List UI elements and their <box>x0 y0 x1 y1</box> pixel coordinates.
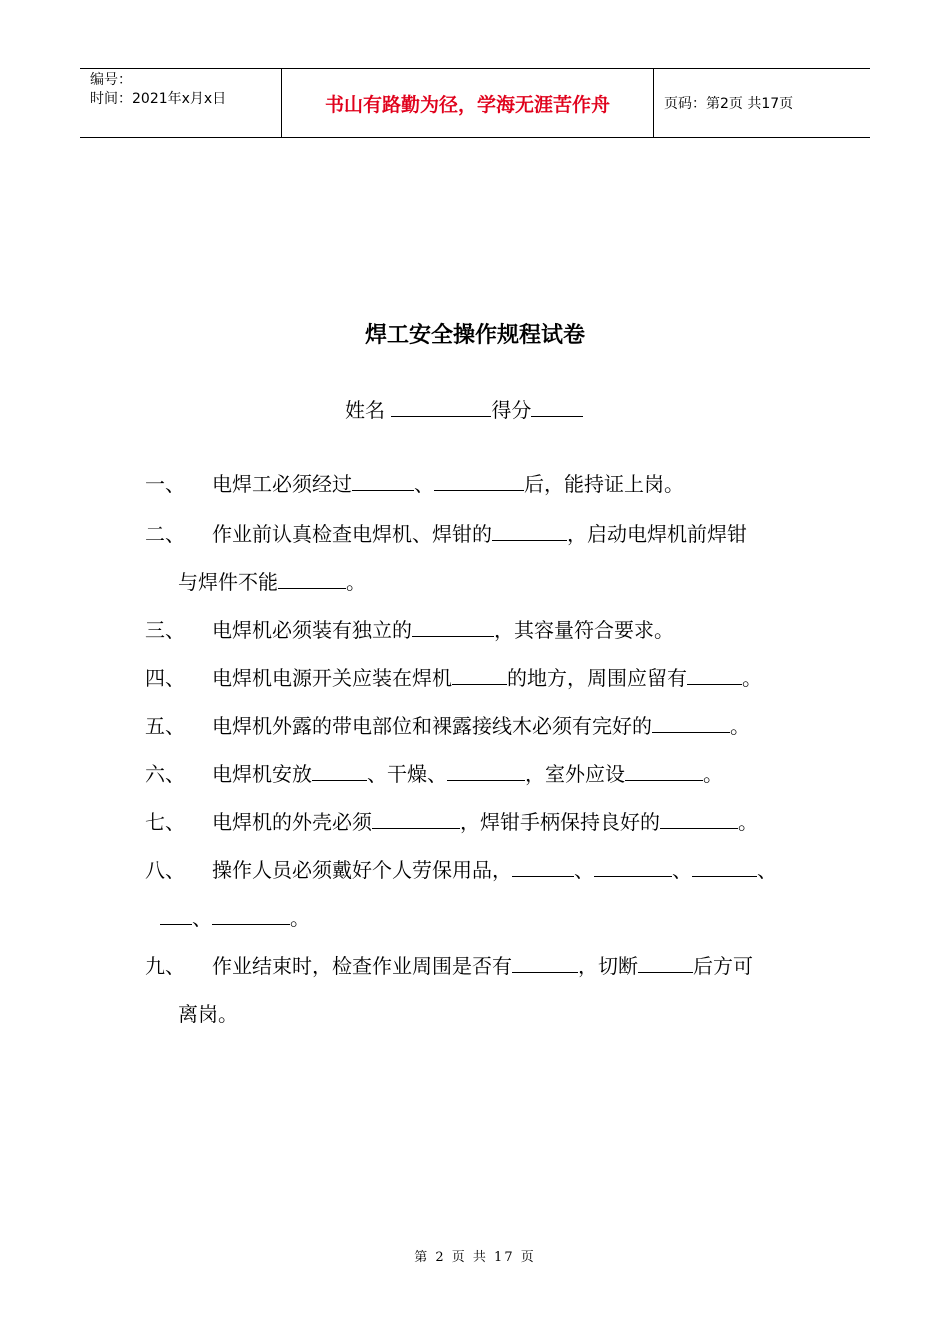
document-header <box>80 68 870 138</box>
answer-blank[interactable] <box>160 906 192 925</box>
answer-blank[interactable] <box>652 714 730 733</box>
question-number: 九、 <box>145 954 185 978</box>
question-number: 六、 <box>145 762 185 786</box>
answer-blank[interactable] <box>212 906 290 925</box>
question-item <box>145 518 845 550</box>
score-label: 得分 <box>491 398 532 422</box>
question-number: 五、 <box>145 714 185 738</box>
question-number: 七、 <box>145 810 185 834</box>
question-text: 与焊件不能 。 <box>178 570 366 594</box>
time-label: 时间：2021年x月x日 <box>90 91 227 107</box>
answer-blank[interactable] <box>692 858 757 877</box>
question-text: 、 。 <box>160 902 310 931</box>
page-footer: 第 2 页 共 17 页 <box>414 1250 536 1265</box>
answer-blank[interactable] <box>625 762 703 781</box>
question-text: 电焊工必须经过 、 后，能持证上岗。 <box>212 472 684 496</box>
answer-blank[interactable] <box>447 762 525 781</box>
question-item <box>145 710 845 742</box>
question-text: 电焊机外露的带电部位和裸露接线木必须有完好的 。 <box>212 714 750 738</box>
answer-blank[interactable] <box>312 762 367 781</box>
question-list <box>145 468 845 1026</box>
header-motto: 书山有路勤为径，学海无涯苦作舟 <box>282 69 654 137</box>
question-item <box>145 468 845 500</box>
question-item <box>145 854 845 886</box>
score-blank[interactable] <box>531 398 583 417</box>
question-continuation <box>145 566 845 598</box>
question-text: 电焊机安放 、干燥、 ，室外应设 。 <box>212 762 723 786</box>
answer-blank[interactable] <box>434 472 524 491</box>
question-number: 二、 <box>145 522 185 546</box>
header-page-info: 页码：第2页 共17页 <box>664 96 794 112</box>
exam-title: 焊工安全操作规程试卷 <box>364 323 585 348</box>
question-text: 电焊机电源开关应装在焊机 的地方，周围应留有 。 <box>212 666 762 690</box>
question-continuation <box>145 998 845 1030</box>
question-number: 八、 <box>145 858 185 882</box>
answer-blank[interactable] <box>687 666 742 685</box>
answer-blank[interactable] <box>660 810 738 829</box>
question-text: 离岗。 <box>178 1002 238 1026</box>
name-label: 姓名 <box>345 398 385 422</box>
answer-blank[interactable] <box>594 858 672 877</box>
question-item <box>145 806 845 838</box>
question-text: 操作人员必须戴好个人劳保用品， 、 、 、 <box>212 858 777 882</box>
name-blank[interactable] <box>391 398 491 417</box>
answer-blank[interactable] <box>492 522 567 541</box>
name-score-line <box>345 394 583 423</box>
question-item <box>145 614 845 646</box>
header-meta <box>80 69 282 137</box>
answer-blank[interactable] <box>452 666 507 685</box>
question-text: 作业结束时，检查作业周围是否有 ，切断 后方可 <box>212 954 753 978</box>
answer-blank[interactable] <box>352 472 414 491</box>
question-number: 三、 <box>145 618 185 642</box>
question-continuation <box>145 902 845 934</box>
answer-blank[interactable] <box>372 810 460 829</box>
question-item <box>145 950 845 982</box>
answer-blank[interactable] <box>412 618 494 637</box>
answer-blank[interactable] <box>512 954 578 973</box>
question-item <box>145 758 845 790</box>
question-text: 电焊机必须装有独立的 ，其容量符合要求。 <box>212 618 674 642</box>
question-item <box>145 662 845 694</box>
answer-blank[interactable] <box>638 954 693 973</box>
question-text: 电焊机的外壳必须 ，焊钳手柄保持良好的 。 <box>212 810 758 834</box>
question-number: 一、 <box>145 472 185 496</box>
number-label: 编号： <box>90 72 132 88</box>
answer-blank[interactable] <box>278 570 346 589</box>
answer-blank[interactable] <box>512 858 574 877</box>
question-number: 四、 <box>145 666 185 690</box>
question-text: 作业前认真检查电焊机、焊钳的 ，启动电焊机前焊钳 <box>212 522 747 546</box>
